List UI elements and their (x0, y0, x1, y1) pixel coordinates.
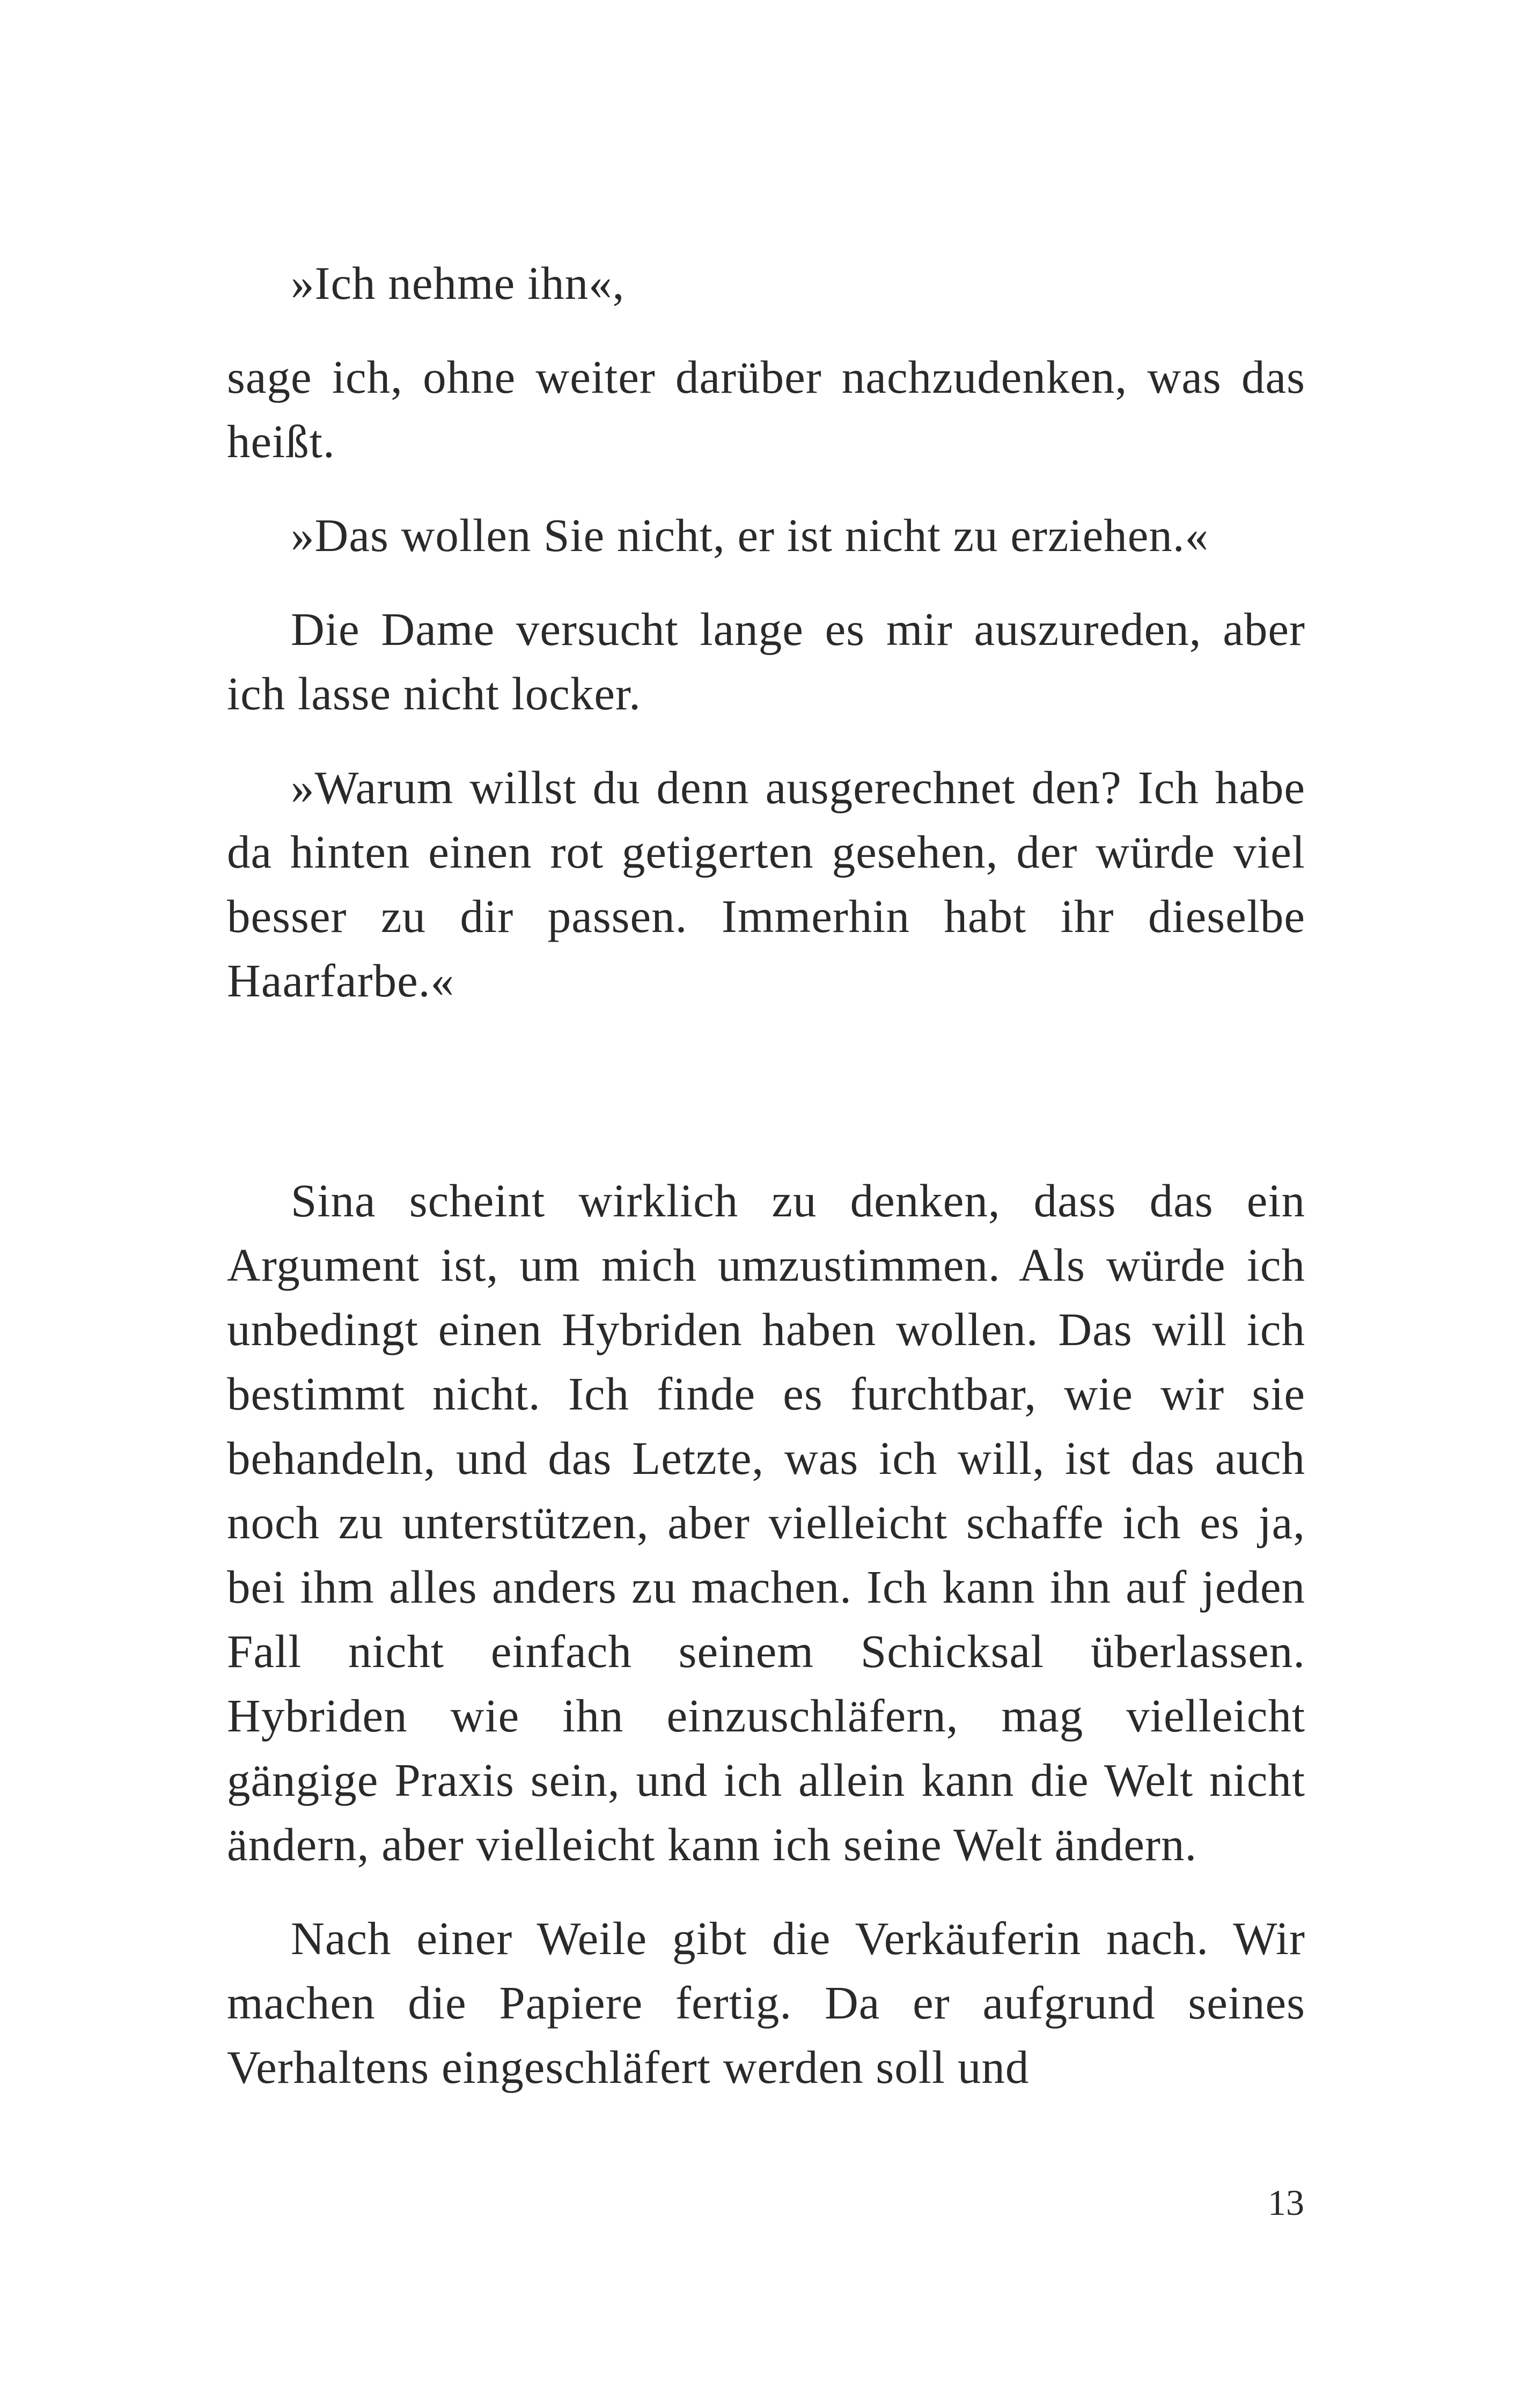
paragraph-reflection: Sina scheint wirklich zu denken, dass das ein Argument ist, um mich umzustimmen. Als würde ich unbedingt einen Hybriden haben wollen. Das will ich bestimmt nicht. Ich finde es furchtbar, wie wir sie behandeln, und das Letzte, was ich will, ist das auch noch zu unterstützen, aber vielleicht schaffe ich es ja, bei ihm alles anders zu machen. Ich kann ihn auf jeden Fall nicht einfach seinem Schicksal überlassen. Hybriden wie ihn einzuschläfern, mag vielleicht gängige Praxis sein, und ich allein kann die Welt nicht ändern, aber vielleicht kann ich seine Welt ändern. (227, 1174, 1305, 1870)
section-break (227, 1043, 1305, 1169)
paragraph-dialogue-2: »Das wollen Sie nicht, er ist nicht zu erziehen.« (291, 509, 1209, 561)
page-number: 13 (1268, 2182, 1304, 2223)
body-text (227, 251, 1305, 2129)
paragraph-dialogue-3: »Warum willst du denn ausgerechnet den? Ich habe da hinten einen rot getigerten gesehen, der würde viel besser zu dir passen. Immerhin habt ihr dieselbe Haarfarbe.« (227, 761, 1305, 1007)
paragraph-narration-2: Die Dame versucht lange es mir auszureden, aber ich lasse nicht locker. (227, 603, 1305, 720)
paragraph-narration-1: sage ich, ohne weiter darüber nachzudenken, was das heißt. (227, 351, 1305, 467)
paragraph-narration-3: Nach einer Weile gibt die Verkäuferin nach. Wir machen die Papiere fertig. Da er aufgrund seines Verhaltens eingeschläfert werden soll und (227, 1912, 1305, 2093)
paragraph-dialogue-1: »Ich nehme ihn«, (291, 257, 625, 309)
